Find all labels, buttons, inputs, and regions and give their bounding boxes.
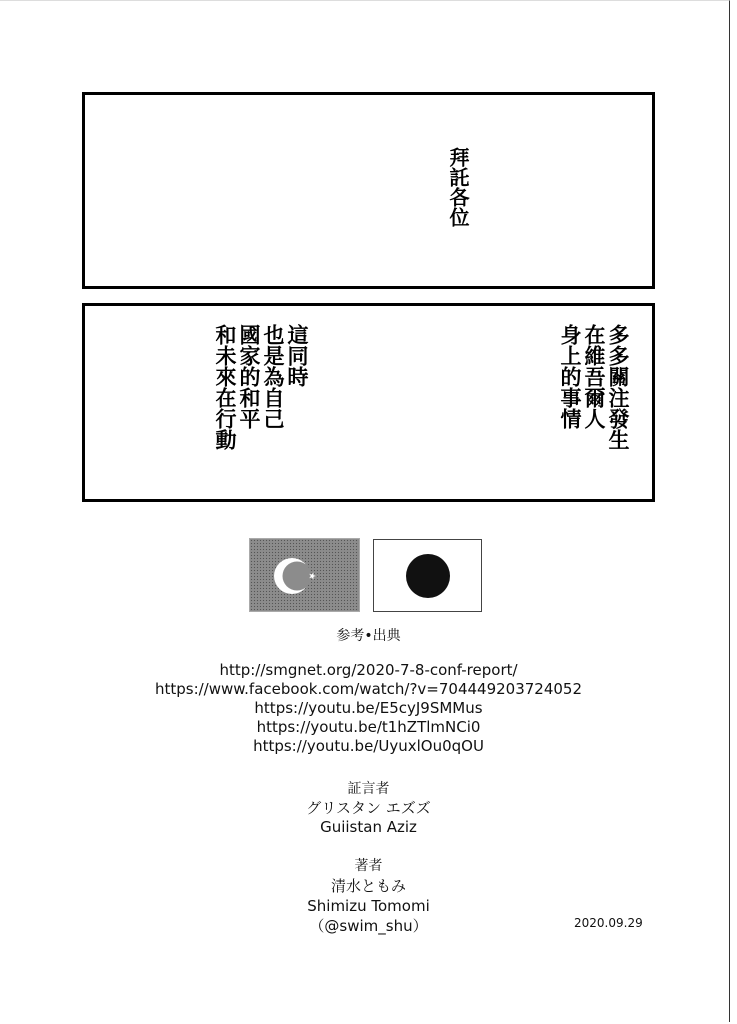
sources-title: 参考•出典	[336, 628, 401, 644]
author-label: 著者	[354, 858, 383, 874]
witness-name-en: Guiistan Aziz	[320, 818, 417, 836]
source-link[interactable]: https://www.facebook.com/watch/?v=704449203724052	[154, 680, 583, 698]
message-line: 在維吾爾人	[582, 324, 606, 429]
source-links	[0, 661, 737, 756]
source-link[interactable]: https://youtu.be/E5cyJ9SMMus	[254, 699, 483, 717]
message-line: 身上的事情	[558, 324, 582, 429]
publish-date: 2020.09.29	[574, 916, 643, 930]
message-line: 多多關注發生	[606, 324, 630, 450]
heading-box	[82, 92, 655, 289]
message-right-block	[530, 324, 630, 474]
turkey-flag-icon	[249, 538, 360, 612]
author-name-en: Shimizu Tomomi	[307, 897, 430, 915]
author-handle: （@swim_shu）	[309, 917, 428, 935]
witness-label: 証言者	[347, 781, 390, 797]
source-link[interactable]: https://youtu.be/UyuxlOu0qOU	[253, 737, 484, 755]
source-link[interactable]: https://youtu.be/t1hZTlmNCi0	[256, 718, 481, 736]
message-box	[82, 303, 655, 502]
message-left-block	[201, 324, 309, 474]
heading-vertical-text: 拜託各位	[446, 147, 470, 227]
author-name-jp: 清水ともみ	[330, 877, 406, 895]
source-link[interactable]: http://smgnet.org/2020-7-8-conf-report/	[219, 661, 518, 679]
witness-name-jp: グリスタン エズズ	[306, 799, 431, 817]
flags-row	[249, 538, 483, 613]
message-line: 國家的和平	[237, 324, 261, 429]
message-line: 和未來在行動	[213, 324, 237, 450]
message-line: 也是為自己	[261, 324, 285, 429]
witness-credit	[0, 780, 737, 837]
message-line: 這同時	[285, 324, 309, 387]
japan-flag-icon	[373, 539, 482, 612]
sun-disc-icon	[406, 554, 450, 598]
